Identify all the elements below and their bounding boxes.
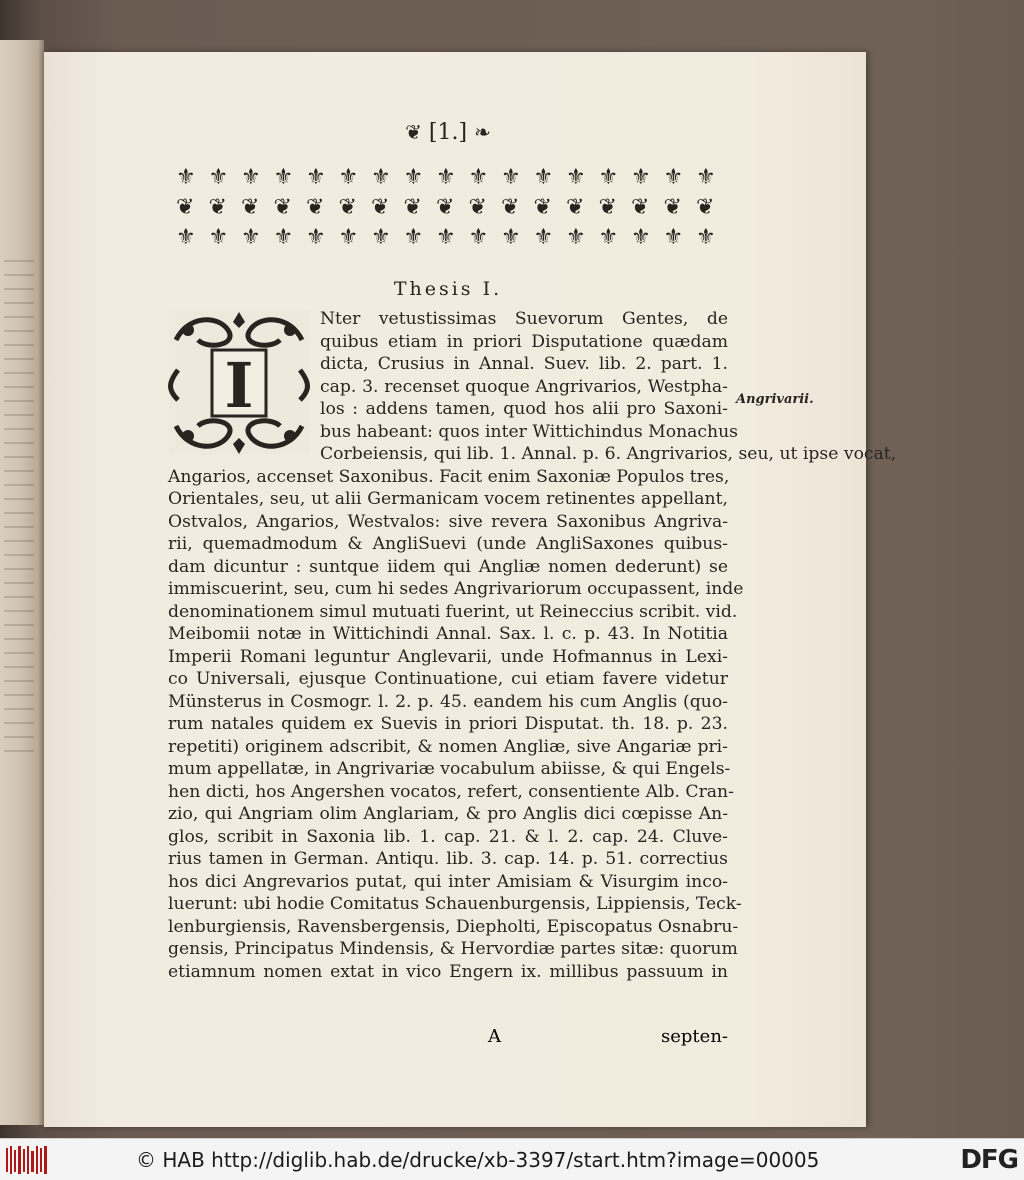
catchword: septen- [661, 1026, 728, 1047]
adjacent-page-text [4, 260, 34, 760]
page-foot [168, 1026, 728, 1054]
fleuron-mark: ⚜ [338, 225, 359, 250]
hab-barcode-logo-icon [6, 1146, 48, 1174]
fleuron-mark: ⚜ [208, 165, 229, 190]
fleuron-mark: ⚜ [598, 165, 619, 190]
text-line: lenburgiensis, Ravensbergensis, Diepholti, Episcopatus Osnabru- [168, 916, 739, 937]
fleuron-mark: ⚜ [436, 225, 456, 250]
fleuron-mark: ⚜ [501, 225, 521, 250]
fleuron-mark: ❦ [306, 195, 325, 220]
text-line: etiamnum nomen extat in vico Engern ix. millibus passuum in [168, 961, 728, 982]
text-line: Münsterus in Cosmogr. l. 2. p. 45. eandem his cum Anglis (quo- [168, 691, 728, 712]
fleuron-mark: ❦ [338, 195, 357, 220]
fleuron-mark: ⚜ [403, 225, 424, 250]
text-line: repetiti) originem adscribit, & nomen Angliæ, sive Angariæ pri- [168, 736, 728, 757]
fleuron-mark: ⚜ [241, 165, 261, 190]
text-line: Orientales, seu, ut alii Germanicam vocem retinentes appellant, [168, 489, 728, 509]
fleuron-mark: ⚜ [631, 225, 651, 250]
text-line: Imperii Romani leguntur Anglevarii, unde Hofmannus in Lexi- [168, 646, 728, 667]
text-line: zio, qui Angriam olim Anglariam, & pro Anglis dici cœpisse An- [168, 804, 728, 824]
fleuron-mark: ⚜ [696, 165, 716, 190]
fleuron-mark: ⚜ [468, 165, 489, 190]
fleuron-mark: ❦ [403, 195, 422, 220]
fleuron-mark: ⚜ [273, 225, 294, 250]
fleuron-mark: ❦ [696, 195, 715, 220]
fleuron-mark: ⚜ [306, 225, 326, 250]
fleuron-mark: ⚜ [468, 225, 489, 250]
fleuron-mark: ⚜ [598, 225, 619, 250]
fleuron-mark: ⚜ [338, 165, 359, 190]
text-line: quibus etiam in priori Disputatione quædam [320, 331, 728, 352]
fleuron-mark: ⚜ [631, 165, 651, 190]
adjacent-page-edge [0, 40, 44, 1125]
margin-note: Angrivarii. [736, 392, 814, 407]
body-text [168, 308, 897, 983]
fleuron-mark: ⚜ [501, 165, 521, 190]
fleuron-mark: ❦ [208, 195, 227, 220]
fleuron-mark: ❦ [598, 195, 617, 220]
fleuron-mark: ❦ [436, 195, 455, 220]
fleuron-mark: ❦ [371, 195, 390, 220]
footer-bar [0, 1138, 1024, 1180]
fleuron-mark: ⚜ [663, 225, 684, 250]
text-line: Corbeiensis, qui lib. 1. Annal. p. 6. Angrivarios, seu, ut ipse vocat, [320, 444, 897, 464]
text-line: denominationem simul mutuati fuerint, ut Reineccius scribit. vid. [168, 601, 738, 622]
text-line: bus habeant: quos inter Wittichindus Monachus [320, 421, 738, 442]
fleuron-mark: ⚜ [371, 225, 391, 250]
fleuron-mark: ❦ [631, 195, 650, 220]
fleuron-mark: ❦ [566, 195, 585, 220]
fleuron-mark: ❦ [663, 195, 682, 220]
fleuron-icon: ❧ [474, 120, 491, 144]
fleuron-mark: ⚜ [208, 225, 229, 250]
dfg-logo: DFG [960, 1145, 1018, 1175]
copyright-link[interactable]: © HAB http://diglib.hab.de/drucke/xb-3397/start.htm?image=00005 [136, 1148, 820, 1172]
book-page [44, 52, 897, 1127]
running-head [168, 112, 728, 152]
text-line: hos dici Angrevarios putat, qui inter Amisiam & Visurgim inco- [168, 871, 728, 892]
fleuron-icon: ❦ [405, 120, 422, 144]
fleuron-mark: ⚜ [696, 225, 716, 250]
text-line: rii, quemadmodum & AngliSuevi (unde AngliSaxones quibus- [168, 534, 728, 554]
fleuron-mark: ⚜ [176, 165, 196, 190]
fleuron-mark: ⚜ [663, 165, 684, 190]
text-line: los : addens tamen, quod hos alii pro Saxoni- [320, 399, 728, 419]
fleuron-mark: ❦ [533, 195, 552, 220]
text-line: Nter vetustissimas Suevorum Gentes, de [320, 309, 728, 329]
fleuron-mark: ❦ [273, 195, 292, 220]
fleuron-mark: ❦ [176, 195, 195, 220]
text-line: glos, scribit in Saxonia lib. 1. cap. 21. & l. 2. cap. 24. Cluve- [168, 826, 728, 847]
text-line: Angarios, accenset Saxonibus. Facit enim Saxoniæ Populos tres, [168, 466, 730, 487]
initial-letter: I [224, 349, 254, 422]
text-line: cap. 3. recenset quoque Angrivarios, Westpha- [320, 376, 728, 397]
fleuron-mark: ⚜ [306, 165, 326, 190]
fleuron-mark: ⚜ [273, 165, 294, 190]
text-line: rum natales quidem ex Suevis in priori Disputat. th. 18. p. 23. [168, 714, 728, 734]
fleuron-mark: ⚜ [566, 225, 586, 250]
text-line: Ostvalos, Angarios, Westvalos: sive revera Saxonibus Angriva- [168, 511, 728, 532]
fleuron-mark: ❦ [241, 195, 260, 220]
fleuron-mark: ⚜ [533, 225, 554, 250]
decorated-initial [168, 310, 310, 456]
page-number: [1.] [428, 120, 468, 145]
text-line: dicta, Crusius in Annal. Suev. lib. 2. part. 1. [320, 354, 728, 374]
fleuron-mark: ❦ [501, 195, 520, 220]
text-line: dam dicuntur : suntque iidem qui Angliæ nomen dederunt) se [168, 556, 728, 577]
thesis-heading: Thesis I. [393, 278, 503, 300]
text-line: luerunt: ubi hodie Comitatus Schauenburgensis, Lippiensis, Teck- [168, 894, 742, 914]
fleuron-mark: ⚜ [403, 165, 424, 190]
fleuron-mark: ⚜ [533, 165, 554, 190]
signature-mark: A [488, 1026, 501, 1047]
text-line: mum appellatæ, in Angrivariæ vocabulum abiisse, & qui Engels- [168, 759, 731, 779]
fleuron-mark: ❦ [468, 195, 487, 220]
page-content [168, 112, 897, 983]
text-line: Meibomii notæ in Wittichindi Annal. Sax. l. c. p. 43. In Notitia [168, 624, 728, 644]
text-line: co Universali, ejusque Continuatione, cui etiam favere videtur [168, 669, 728, 689]
headpiece-ornament [168, 160, 728, 252]
fleuron-mark: ⚜ [566, 165, 586, 190]
text-line: hen dicti, hos Angershen vocatos, refert, consentiente Alb. Cran- [168, 781, 734, 802]
text-line: immiscuerint, seu, cum hi sedes Angrivariorum occupassent, inde [168, 579, 744, 599]
fleuron-mark: ⚜ [371, 165, 391, 190]
fleuron-mark: ⚜ [176, 225, 196, 250]
text-line: gensis, Principatus Mindensis, & Hervordiæ partes sitæ: quorum [168, 939, 738, 959]
fleuron-mark: ⚜ [436, 165, 456, 190]
text-line: rius tamen in German. Antiqu. lib. 3. cap. 14. p. 51. correctius [168, 849, 728, 869]
fleuron-mark: ⚜ [241, 225, 261, 250]
